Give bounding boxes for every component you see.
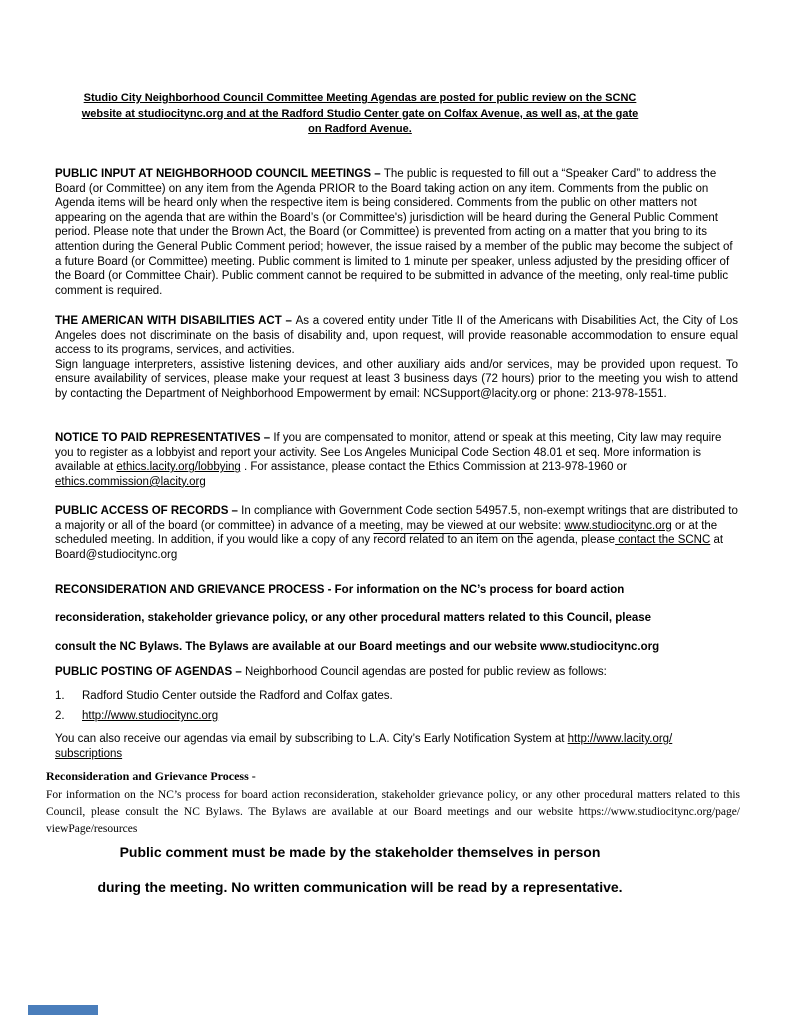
- ada-body-1: As a covered entity under Title II of the Americans with Disabilities Act, the City of Los Angeles does not discriminate on the basis of disability and, upon request, will provide reasonable accommodation to ensure equal access to its programs, services, and activities.: [55, 315, 739, 357]
- early-notification-section: [55, 732, 738, 761]
- list-item-number: 2.: [55, 710, 65, 723]
- reconsideration-section: [55, 576, 738, 661]
- public-comment-notice: [40, 845, 680, 895]
- header-line-1: Studio City Neighborhood Council Committee Meeting Agendas are posted for public review on the SCNC: [83, 92, 637, 104]
- header-line-2: website at studiocitync.org and at the Radford Studio Center gate on Colfax Avenue, as well as, at the gate: [81, 107, 639, 120]
- ada-paragraph-1: [55, 314, 738, 358]
- reconsideration-line-2: reconsideration, stakeholder grievance policy, or any other procedural matters related to this Council, please: [55, 612, 652, 625]
- public-input-section: [55, 167, 738, 298]
- grievance-serif-body: [46, 787, 740, 838]
- ada-section: [55, 314, 738, 402]
- ada-paragraph-2: [55, 358, 738, 402]
- records-body-3: agenda, please: [533, 534, 616, 547]
- bylaws-url-part-2: viewPage/resources: [46, 823, 138, 835]
- lacity-link-part-2: subscriptions: [55, 747, 123, 760]
- contact-scnc-link[interactable]: contact the SCNC: [615, 534, 711, 547]
- list-item-number: 1.: [55, 690, 65, 702]
- records-body-4: at Board@studiocitync.org: [55, 534, 724, 561]
- posting-heading: PUBLIC POSTING OF AGENDAS –: [55, 666, 245, 678]
- posting-intro: Neighborhood Council agendas are posted for public review as follows:: [244, 666, 607, 678]
- ada-body-2: Sign language interpreters, assistive listening devices, and other auxiliary aids and/or services, may be provided upon request. To ensure availability of services, please make your request at least 3 business days (72 hours) prior to the meeting you wish to attend by contacting the Department of Neighborhood Empowerment by email: NCSupport@lacity.org or phone: 213-978-1551.: [55, 358, 738, 400]
- paid-reps-body-2: . For assistance, please contact the Ethics Commission at 213-978-1960 or: [240, 461, 627, 474]
- ada-heading: THE AMERICAN WITH DISABILITIES ACT –: [55, 315, 296, 327]
- ethics-commission-email-link[interactable]: ethics.commission@lacity.org: [55, 475, 206, 488]
- public-input-body: The public is requested to fill out a “Speaker Card” to address the Board (or Committee) on any item from the Agenda PRIOR to the Board taking action on any item. Comments from the public on Agenda items will be heard only when the respective item is being considered. Comments from the public on other matters not appearing on the agenda that are within the Board’s (or Committee's) jurisdiction will be heard during the General Public Comment period. Please note that under the Brown Act, the Board (or Committee) is prevented from acting on a matter that you bring to its attention during the General Public Comment period; however, the issue raised by a member of the public may become the subject of a future Board (or Committee) meeting. Public comment is limited to 1 minute per speaker, unless adjusted by the presiding officer of the Board (or Committee Chair). Public comment cannot be required to be submitted in advance of the meeting, only real-time public comment is required.: [55, 168, 733, 297]
- public-comment-line-2: during the meeting. No written communication will be read by a representative.: [97, 879, 623, 895]
- posting-list-item: [55, 709, 738, 724]
- scnc-website-link[interactable]: www.studiocitync.org: [564, 519, 672, 532]
- posting-list-item: [55, 689, 738, 704]
- public-records-section: [55, 504, 738, 562]
- lacity-link-part-1: http://www.lacity.org/: [567, 733, 673, 745]
- posting-notice-header: [10, 91, 710, 138]
- public-comment-line-1: Public comment must be made by the stakeholder themselves in person: [119, 844, 601, 860]
- header-line-3: on Radford Avenue.: [308, 123, 412, 135]
- public-input-heading: PUBLIC INPUT AT NEIGHBORHOOD COUNCIL MEETINGS –: [55, 168, 384, 180]
- grievance-serif-heading: Reconsideration and Grievance Process -: [46, 769, 256, 783]
- studiocitync-list-link[interactable]: http://www.studiocitync.org: [82, 710, 219, 723]
- paid-reps-body-1: If you are compensated to monitor, attend or speak at this meeting, City law may require you to register as a lobbyist and report your activity. See Los Angeles Municipal Code Section 48.01 et seq. More information is available at: [55, 432, 722, 474]
- posting-list: [55, 689, 738, 729]
- ethics-lobbying-link[interactable]: ethics.lacity.org/lobbying: [116, 461, 241, 474]
- records-overlined-text: record related to an item on the: [373, 534, 534, 547]
- reconsideration-line-3: consult the NC Bylaws. The Bylaws are available at our Board meetings and our website www.studiocitync.org: [55, 640, 660, 653]
- records-body-1: In compliance with Government Code section 54957.5, non-exempt writings that are distributed to a majority or all of the board (or committee) in advance of a meeting, may be viewed at our website:: [55, 505, 738, 532]
- grievance-serif-text: For information on the NC’s process for board action reconsideration, stakeholder grievance policy, or any other procedural matters related to this Council, please consult the NC Bylaws. The Bylaws are available at our Board meetings and our website: [46, 789, 740, 818]
- paid-representatives-section: [55, 431, 738, 489]
- reconsideration-line-1: RECONSIDERATION AND GRIEVANCE PROCESS - For information on the NC’s process for board action: [55, 584, 625, 596]
- records-body-2: or at the scheduled meeting. In addition, if you would like a copy of any: [55, 519, 718, 547]
- ens-body: You can also receive our agendas via email by subscribing to L.A. City’s Early Notification System at: [55, 733, 568, 745]
- list-item-text: Radford Studio Center outside the Radford and Colfax gates.: [82, 690, 393, 702]
- bylaws-url-part-1: https://www.studiocitync.org/page/: [578, 806, 740, 818]
- paid-reps-heading: NOTICE TO PAID REPRESENTATIVES –: [55, 432, 274, 444]
- records-heading: PUBLIC ACCESS OF RECORDS –: [55, 505, 242, 517]
- posting-section: [55, 665, 738, 680]
- blue-bar-graphic: [28, 1005, 98, 1015]
